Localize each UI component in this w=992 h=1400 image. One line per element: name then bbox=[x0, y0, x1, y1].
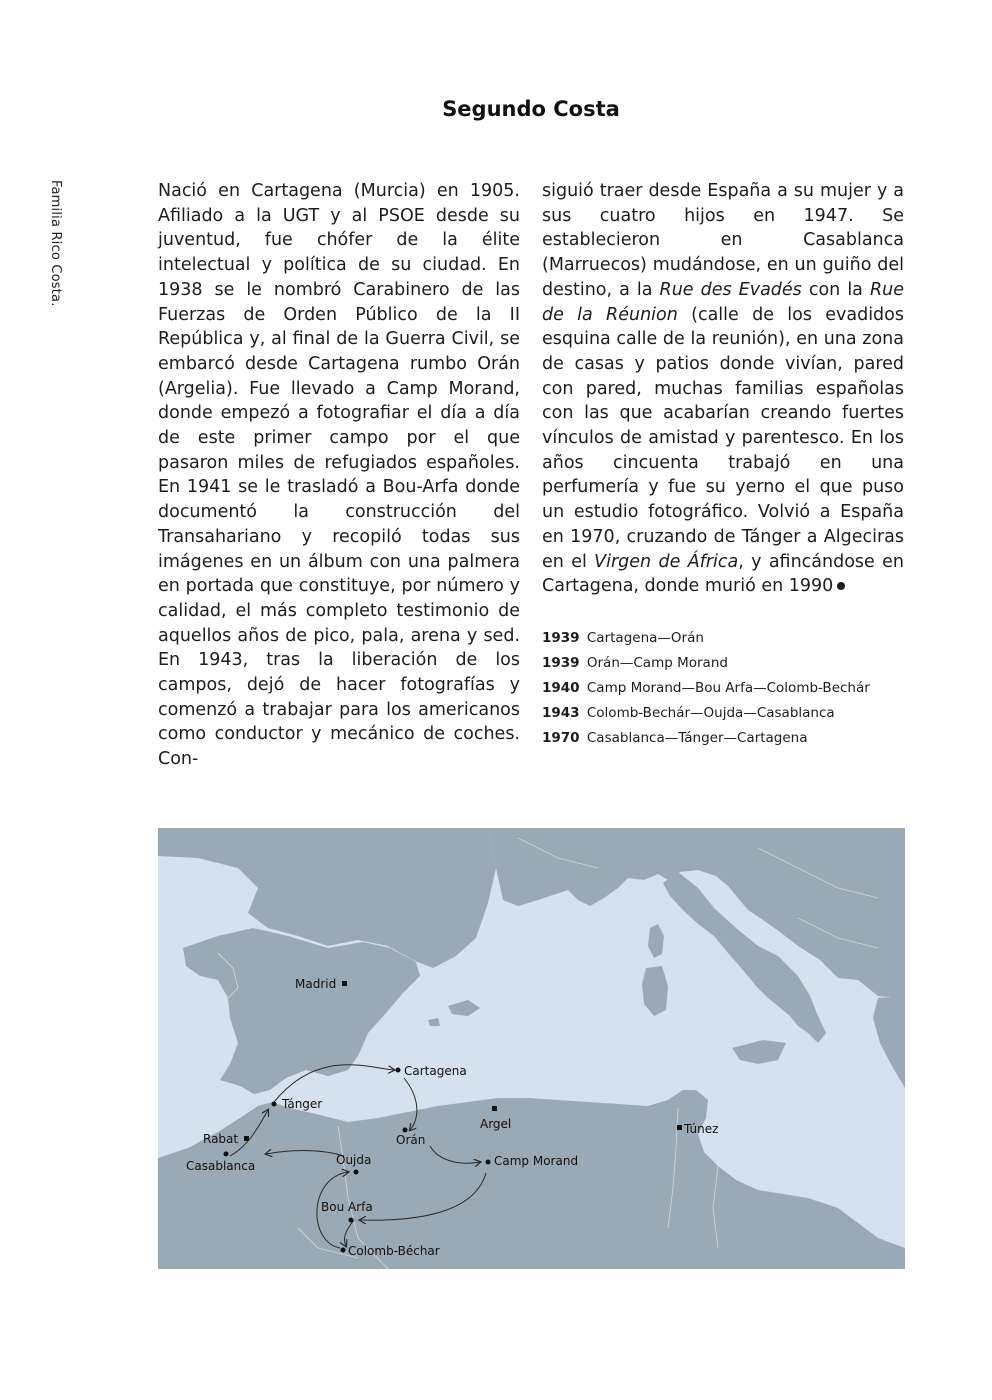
madrid-marker bbox=[342, 981, 347, 986]
ship-name: Virgen de África bbox=[594, 551, 739, 572]
text-run: siguió traer desde España a su mujer y a sus cuatro hijos en 1947. Se establecieron en Casablanca (Marruecos) mudándose, en un guiño del destino, a la bbox=[542, 181, 904, 300]
chronology-year: 1940 bbox=[542, 680, 580, 696]
tunez-label: Túnez bbox=[684, 1122, 719, 1136]
text-run: con la bbox=[801, 279, 870, 300]
chronology-item bbox=[542, 651, 922, 676]
rabat-marker bbox=[244, 1136, 249, 1141]
chronology-route: Camp Morand—Bou Arfa—Colomb-Bechár bbox=[586, 680, 870, 696]
text-run: (calle de los evadidos esquina calle de la reunión), en una zona de casas y patios donde vivían, pared con pared, muchas familias españolas con las que acabarían creando fuertes vínculos de amistad y parentesco. En los años cincuenta trabajó en una perfumería y fue su yerno el que puso un estudio fotográfico. Volvió a España en 1970, cruzando de Tánger a Algeciras en el bbox=[542, 304, 904, 572]
camp-morand-marker bbox=[486, 1160, 491, 1165]
street-name: Rue de la Réunion bbox=[542, 279, 904, 325]
route-map bbox=[158, 828, 905, 1269]
chronology-year: 1970 bbox=[542, 730, 580, 746]
chronology-item bbox=[542, 701, 922, 726]
body-paragraph-continued bbox=[542, 179, 904, 599]
chronology-route: Colomb-Bechár—Oujda—Casablanca bbox=[586, 705, 835, 721]
oran-label: Orán bbox=[396, 1133, 426, 1147]
chronology-list bbox=[542, 626, 922, 751]
tanger-marker bbox=[272, 1102, 277, 1107]
camp-morand-label: Camp Morand bbox=[494, 1154, 579, 1168]
colomb-bechar-label: Colomb-Béchar bbox=[348, 1244, 440, 1258]
map-svg bbox=[158, 828, 905, 1269]
casablanca-label: Casablanca bbox=[186, 1159, 256, 1173]
street-name: Rue des Evadés bbox=[659, 279, 802, 300]
oujda-label: Oujda bbox=[336, 1153, 372, 1167]
chronology-year: 1939 bbox=[542, 630, 580, 646]
tanger-label: Tánger bbox=[282, 1097, 323, 1111]
cartagena-label: Cartagena bbox=[404, 1064, 467, 1078]
chronology-item bbox=[542, 626, 922, 651]
body-column-right bbox=[542, 179, 904, 599]
rabat-label: Rabat bbox=[203, 1132, 239, 1146]
oran-marker bbox=[403, 1128, 408, 1133]
end-of-text-bullet bbox=[837, 582, 845, 590]
bou-arfa-label: Bou Arfa bbox=[321, 1200, 373, 1214]
text-run: , y afincándose en Cartagena, donde murió en 1990 bbox=[542, 551, 904, 597]
chronology-route: Cartagena—Orán bbox=[586, 630, 704, 646]
chronology-item bbox=[542, 676, 922, 701]
page-title: Segundo Costa bbox=[442, 97, 620, 121]
cartagena-marker bbox=[396, 1068, 401, 1073]
side-caption: Familia Rico Costa. bbox=[48, 180, 63, 307]
argel-marker bbox=[492, 1106, 497, 1111]
chronology-year: 1943 bbox=[542, 705, 580, 721]
tunez-marker bbox=[677, 1125, 682, 1130]
body-column-left bbox=[158, 179, 520, 772]
oujda-marker bbox=[354, 1170, 359, 1175]
body-paragraph: Nació en Cartagena (Murcia) en 1905. Afiliado a la UGT y al PSOE desde su juventud, fue chófer de la élite intelectual y política de su ciudad. En 1938 se le nombró Carabinero de las Fuerzas de Orden Público de la II República y, al final de la Guerra Civil, se embarcó desde Cartagena rumbo Orán (Argelia). Fue llevado a Camp Morand, donde empezó a fotografiar el día a día de este primer campo por el que pasaron miles de refugiados españoles. En 1941 se le trasladó a Bou-Arfa donde documentó la construcción del Transahariano y recopiló todas sus imágenes en un álbum con una palmera en portada que constituye, por número y calidad, el más completo testimonio de aquellos años de pico, pala, arena y sed. En 1943, tras la liberación de los campos, dejó de hacer fotografías y comenzó a trabajar para los americanos como conductor y mecánico de coches. Con- bbox=[158, 181, 520, 770]
chronology-item bbox=[542, 726, 922, 751]
chronology-route: Orán—Camp Morand bbox=[586, 655, 728, 671]
madrid-label: Madrid bbox=[295, 977, 337, 991]
argel-label: Argel bbox=[480, 1117, 512, 1131]
chronology-route: Casablanca—Tánger—Cartagena bbox=[586, 730, 808, 746]
chronology-year: 1939 bbox=[542, 655, 580, 671]
colomb-bechar-marker bbox=[341, 1248, 346, 1253]
bou-arfa-marker bbox=[349, 1218, 354, 1223]
casablanca-marker bbox=[224, 1152, 229, 1157]
